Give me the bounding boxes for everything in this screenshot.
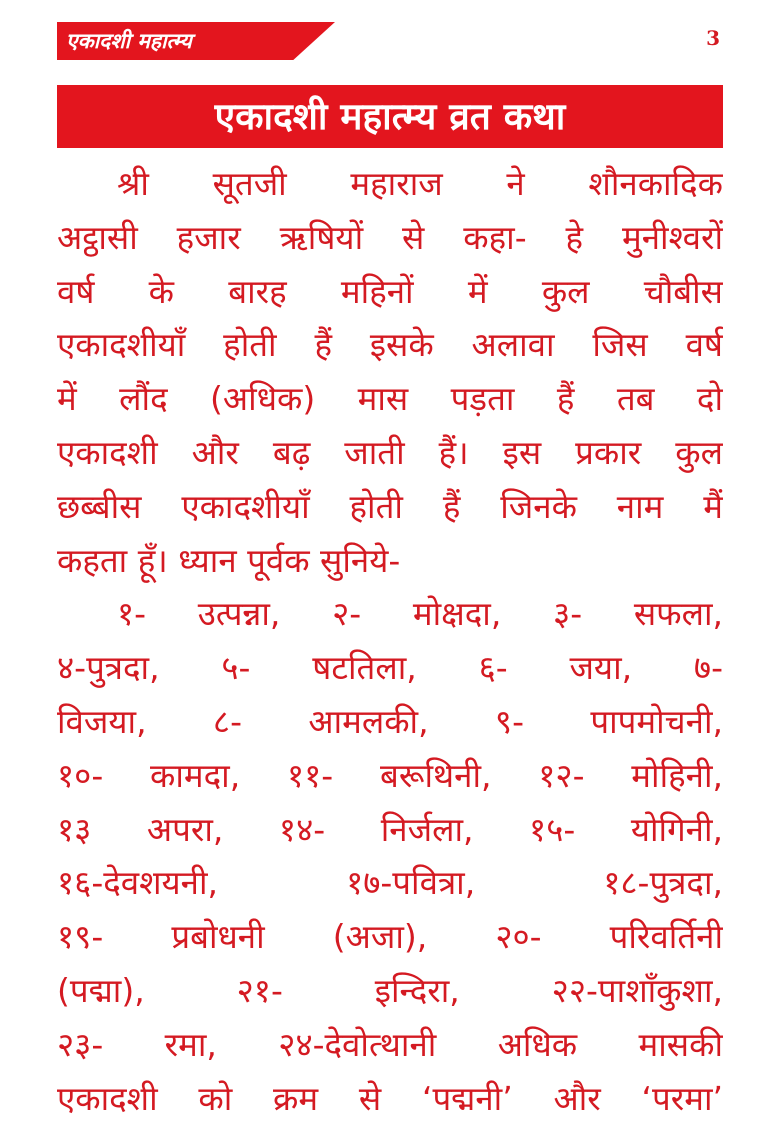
ekadashi-list-line: १०- कामदा, ११- बरूथिनी, १२- मोहिनी, (57, 755, 723, 795)
body-line: कहता हूँ। ध्यान पूर्वक सुनिये- (57, 540, 401, 580)
body-line: में लौंद (अधिक) मास पड़ता हैं तब दो (57, 379, 723, 419)
ekadashi-list-line: २३- रमा, २४-देवोत्थानी अधिक मासकी (57, 1024, 723, 1064)
page-title: एकादशी महात्म्य व्रत कथा (214, 95, 566, 138)
body-line: श्री सूतजी महाराज ने शौनकादिक (117, 164, 723, 203)
body-line: वर्ष के बारह महिनों में कुल चौबीस (57, 271, 723, 311)
ekadashi-list-line: ४-पुत्रदा, ५- षटतिला, ६- जया, ७- (57, 648, 723, 688)
running-header-title: एकादशी महात्म्य (66, 29, 192, 53)
ekadashi-list-line: १६-देवशयनी, १७-पवित्रा, १८-पुत्रदा, (57, 863, 723, 903)
body-line: एकादशीयाँ होती हैं इसके अलावा जिस वर्ष (57, 325, 723, 365)
ekadashi-list-line: विजया, ८- आमलकी, ९- पापमोचनी, (57, 701, 723, 741)
page-number: 3 (706, 26, 720, 50)
ekadashi-list-line: १३ अपरा, १४- निर्जला, १५- योगिनी, (57, 809, 723, 849)
title-banner (57, 85, 723, 148)
ekadashi-list-line: एकादशी को क्रम से ‘पद्मनी’ और ‘परमा’ (57, 1078, 723, 1118)
ekadashi-list-line: १९- प्रबोधनी (अजा), २०- परिवर्तिनी (57, 917, 723, 957)
ekadashi-list-line: १- उत्पन्ना, २- मोक्षदा, ३- सफला, (117, 594, 723, 634)
ekadashi-list-line: (पद्मा), २१- इन्दिरा, २२-पाशाँकुशा, (57, 970, 723, 1010)
body-line: एकादशी और बढ़ जाती हैं। इस प्रकार कुल (57, 432, 723, 472)
body-line: अट्ठासी हजार ऋषियों से कहा- हे मुनीश्वरों (57, 217, 723, 257)
body-text (57, 157, 723, 1125)
body-line: छब्बीस एकादशीयाँ होती हैं जिनके नाम मैं (57, 486, 723, 526)
